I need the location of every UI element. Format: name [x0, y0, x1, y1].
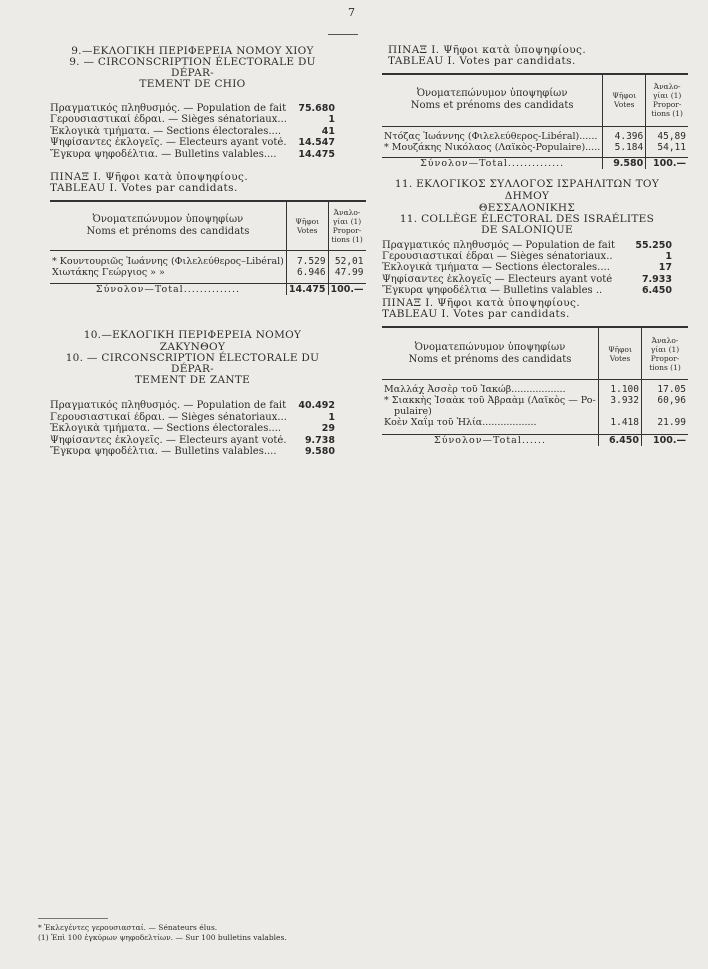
section-11-votes-table	[382, 326, 688, 446]
stat-value: 14.547	[298, 137, 335, 149]
stat-label: Ψηφίσαντες ἐκλογεῖς. — Électeurs ayant voté.	[50, 434, 287, 446]
stat-value: 1	[328, 114, 335, 126]
total-votes: 9.580	[603, 157, 646, 169]
section-9-votes-table	[50, 200, 366, 296]
stat-row	[50, 126, 335, 137]
section-10-stats	[50, 400, 335, 457]
stat-label: Ἐκλογικὰ τμήματα — Sections électorales....	[382, 262, 610, 274]
section-9-title-greek: 9.—ΕΚΛΟΓΙΚΗ ΠΕΡΙΦΕΡΕΙΑ ΝΟΜΟΥ ΧΙΟΥ	[71, 45, 314, 57]
header-prop-french: Propor-tions (1)	[651, 100, 683, 119]
header-name	[382, 74, 603, 126]
total-label: Σύνολον—Total..............	[382, 157, 603, 169]
candidate-proportion: 60,96	[642, 395, 689, 406]
table-row	[382, 395, 688, 406]
header-name-french: Noms et prénoms des candidats	[86, 226, 250, 238]
total-proportion: 100.—	[642, 434, 689, 446]
header-votes-french: Votes	[613, 100, 635, 110]
total-votes: 6.450	[599, 434, 642, 446]
stat-label: Γερουσιαστικαί έδραι. — Sièges sénatoriaux...	[50, 114, 287, 126]
section-11-title-french-2: DE SALONIQUE	[481, 223, 573, 236]
candidate-votes: 5.184	[603, 142, 646, 153]
footnote-proportions: (1) Ἐπὶ 100 ἐγκύρων ψηφοδελτίων. — Sur 100 bulletins valables.	[38, 932, 287, 942]
stat-label: Ψηφίσαντες ἐκλογεῖς. — Électeurs ayant voté.	[50, 137, 287, 149]
stat-row	[382, 285, 672, 296]
section-9-table-title-greek: ΠΙΝΑΞ Ι. Ψῆφοι κατὰ ὑποψηφίους.	[50, 170, 249, 183]
header-prop-french: Propor-tions (1)	[331, 226, 363, 245]
stat-value: 75.680	[298, 103, 335, 114]
total-row	[382, 157, 688, 169]
candidate-name: * Κουντουριῶς Ἰωάννης (Φιλελεύθερος–Libéral)	[52, 255, 284, 267]
header-votes-greek: Ψῆφοι	[612, 91, 637, 101]
stat-row	[382, 274, 672, 285]
stat-value: 40.492	[298, 400, 335, 412]
stat-row	[50, 137, 335, 148]
stat-row	[382, 240, 672, 251]
header-votes-french: Votes	[609, 353, 631, 363]
stat-label: Ἐκλογικὰ τμήματα. — Sections électorales....	[50, 423, 282, 435]
header-name-french: Noms et prénoms des candidats	[408, 353, 572, 365]
section-9-title-french-2: TEMENT DE CHIO	[139, 78, 246, 90]
section-10-table-title-french: TABLEAU I. Votes par candidats.	[388, 55, 576, 67]
stat-value: 17	[658, 262, 672, 274]
stat-row	[382, 251, 672, 262]
candidate-votes: 3.932	[599, 395, 642, 406]
stat-label: Πραγματικός πληθυσμός — Population de fait	[382, 239, 615, 251]
header-votes-greek: Ψῆφοι	[295, 217, 320, 227]
section-11-title-greek-2: ΘΕΣΣΑΛΟΝΙΚΗΣ	[478, 201, 576, 214]
candidate-name: Μαλλάχ Ἀσσὲρ τοῦ Ἰακώβ..................	[384, 384, 566, 396]
total-label: Σύνολον—Total..............	[50, 284, 286, 296]
candidate-proportion: 17.05	[642, 384, 689, 395]
candidate-name-continued: pulaire)	[394, 406, 432, 418]
section-9-title-french-1: 9. — CIRCONSCRIPTION ÉLECTORALE DU DÉPAR-	[69, 56, 316, 79]
total-row	[50, 284, 366, 296]
candidate-votes: 7.529	[286, 256, 328, 267]
header-name-greek: Ὀνοματεπώνυμον ὑποψηφίων	[416, 88, 568, 100]
stat-value: 41	[321, 125, 335, 137]
header-name	[50, 201, 286, 251]
stat-value: 6.450	[641, 285, 672, 297]
stat-row	[50, 149, 335, 160]
total-votes: 14.475	[286, 284, 328, 296]
table-row	[382, 131, 688, 142]
stat-value: 29	[321, 423, 335, 435]
section-11-table-title-french: TABLEAU I. Votes par candidats.	[382, 308, 570, 321]
candidate-votes: 4.396	[603, 131, 646, 142]
stat-value: 55.250	[635, 239, 672, 251]
candidate-name: * Σιακκὴς Ἰσαὰκ τοῦ Ἀβραὰμ (Λαϊκὸς — Po-	[384, 395, 596, 407]
stat-value: 1	[665, 250, 672, 262]
table-header-row	[382, 74, 688, 126]
total-proportion: 100.—	[646, 157, 688, 169]
candidate-proportion: 45,89	[646, 131, 688, 142]
page-number: 7	[348, 6, 355, 19]
table-row	[50, 256, 366, 267]
section-10-title-french-2: TEMENT DE ZANTE	[134, 374, 251, 387]
total-label: Σύνολον—Total......	[382, 434, 599, 446]
section-9-table-title-french: TABLEAU I. Votes par candidats.	[50, 181, 238, 194]
candidate-proportion: 54,11	[646, 142, 688, 153]
header-proportions	[646, 74, 688, 126]
stat-value: 14.475	[298, 148, 335, 160]
stat-row	[50, 446, 335, 457]
section-11-title-greek-1: 11. ΕΚΛΟΓΙΚΟΣ ΣΥΛΛΟΓΟΣ ΙΣΡΑΗΛΙΤΩΝ ΤΟΥ ΔΗΜΟΥ	[394, 177, 660, 202]
header-votes-greek: Ψῆφοι	[608, 344, 632, 354]
total-proportion: 100.—	[328, 284, 365, 296]
header-name	[382, 327, 599, 379]
header-proportions	[328, 201, 365, 251]
header-prop-french: Propor-tions (1)	[649, 353, 681, 372]
stat-label: Πραγματικός πληθυσμός. — Population de fait	[50, 400, 287, 412]
header-prop-greek: Ἀναλο-γίαι (1)	[650, 335, 680, 354]
section-11-title-french-1: 11. COLLÈGE ÉLECTORAL DES ISRAÉLITES	[399, 212, 655, 225]
stat-value: 7.933	[641, 273, 672, 285]
header-name-greek: Ὀνοματεπώνυμον ὑποψηφίων	[92, 214, 244, 226]
table-row	[382, 384, 688, 395]
footnote-rule	[38, 918, 108, 919]
stat-row	[50, 114, 335, 125]
header-name-greek: Ὀνοματεπώνυμον ὑποψηφίων	[414, 341, 566, 353]
stat-row	[50, 412, 335, 423]
candidate-proportion	[642, 406, 689, 417]
section-10-table-title-greek: ΠΙΝΑΞ Ι. Ψῆφοι κατὰ ὑποψηφίους.	[388, 44, 587, 56]
candidate-votes: 1.418	[599, 417, 642, 428]
footnote-elected: * Ἐκλεγέντες γερουσιασταί. — Sénateurs élus.	[38, 923, 218, 932]
header-votes	[603, 74, 646, 126]
header-prop-greek: Ἀναλο-γίαι (1)	[652, 82, 682, 101]
stat-value: 9.738	[304, 434, 335, 446]
candidate-votes	[599, 406, 642, 417]
table-row	[50, 267, 366, 278]
stat-label: Ἔγκυρα ψηφοδέλτια. — Bulletins valables....	[50, 148, 277, 160]
page-number-rule	[328, 34, 358, 35]
section-11-table-title-greek: ΠΙΝΑΞ Ι. Ψῆφοι κατὰ ὑποψηφίους.	[382, 297, 581, 310]
stat-row	[50, 435, 335, 446]
footnotes	[38, 923, 287, 942]
candidate-name: Κοὲν Χαΐμ τοῦ Ἠλία..................	[384, 417, 537, 429]
header-proportions	[642, 327, 689, 379]
candidate-proportion: 47.99	[328, 267, 365, 278]
header-votes	[286, 201, 328, 251]
table-row	[382, 142, 688, 153]
stat-row	[382, 262, 672, 273]
stat-label: Ἔγκυρα ψηφοδέλτια — Bulletins valables ..	[382, 285, 603, 297]
stat-label: Γερουσιαστικαί έδραι. — Sièges sénatoriaux...	[50, 411, 287, 423]
stat-label: Ἔγκυρα ψηφοδέλτια. — Bulletins valables....	[50, 446, 277, 458]
section-10-title-greek: 10.—ΕΚΛΟΓΙΚΗ ΠΕΡΙΦΕΡΕΙΑ ΝΟΜΟΥ ΖΑΚΥΝΘΟΥ	[83, 329, 302, 354]
stat-label: Ἐκλογικὰ τμήματα. — Sections électorales....	[50, 125, 282, 137]
total-row	[382, 434, 688, 446]
section-10-votes-table	[382, 73, 688, 169]
candidate-name: Χιωτάκης Γεώργιος » »	[52, 266, 165, 278]
table-row	[382, 406, 688, 417]
stat-row	[50, 423, 335, 434]
table-header-row	[382, 327, 688, 379]
right-column	[382, 44, 686, 446]
candidate-proportion: 52,01	[328, 256, 365, 267]
header-votes	[599, 327, 642, 379]
stat-row	[50, 103, 335, 114]
candidate-votes: 6.946	[286, 267, 328, 278]
stat-value: 1	[328, 411, 335, 423]
stat-label: Πραγματικός πληθυσμός. — Population de fait	[50, 103, 287, 114]
table-header-row	[50, 201, 366, 251]
left-column	[50, 45, 364, 458]
section-11-stats	[382, 240, 672, 297]
header-votes-french: Votes	[296, 226, 318, 236]
stat-label: Ψηφίσαντες ἐκλογεῖς — Électeurs ayant voté	[382, 273, 613, 285]
section-9-stats	[50, 103, 335, 160]
header-prop-greek: Ἀναλο-γίαι (1)	[332, 208, 362, 227]
candidate-name: Ντόζας Ἰωάννης (Φιλελεύθερος-Libéral)......	[384, 131, 598, 142]
stat-value: 9.580	[304, 446, 335, 458]
stat-label: Γερουσιαστικαί έδραι — Sièges sénatoriaux..	[382, 250, 613, 262]
section-10-title-french-1: 10. — CIRCONSCRIPTION ÉLECTORALE DU DÉPAR-	[65, 352, 320, 376]
stat-row	[50, 400, 335, 411]
table-row	[382, 417, 688, 428]
candidate-proportion: 21.99	[642, 417, 689, 428]
header-name-french: Noms et prénoms des candidats	[410, 100, 574, 112]
candidate-name: * Μουζάκης Νικόλαος (Λαϊκὸς-Populaire).....	[384, 142, 601, 153]
candidate-votes: 1.100	[599, 384, 642, 395]
